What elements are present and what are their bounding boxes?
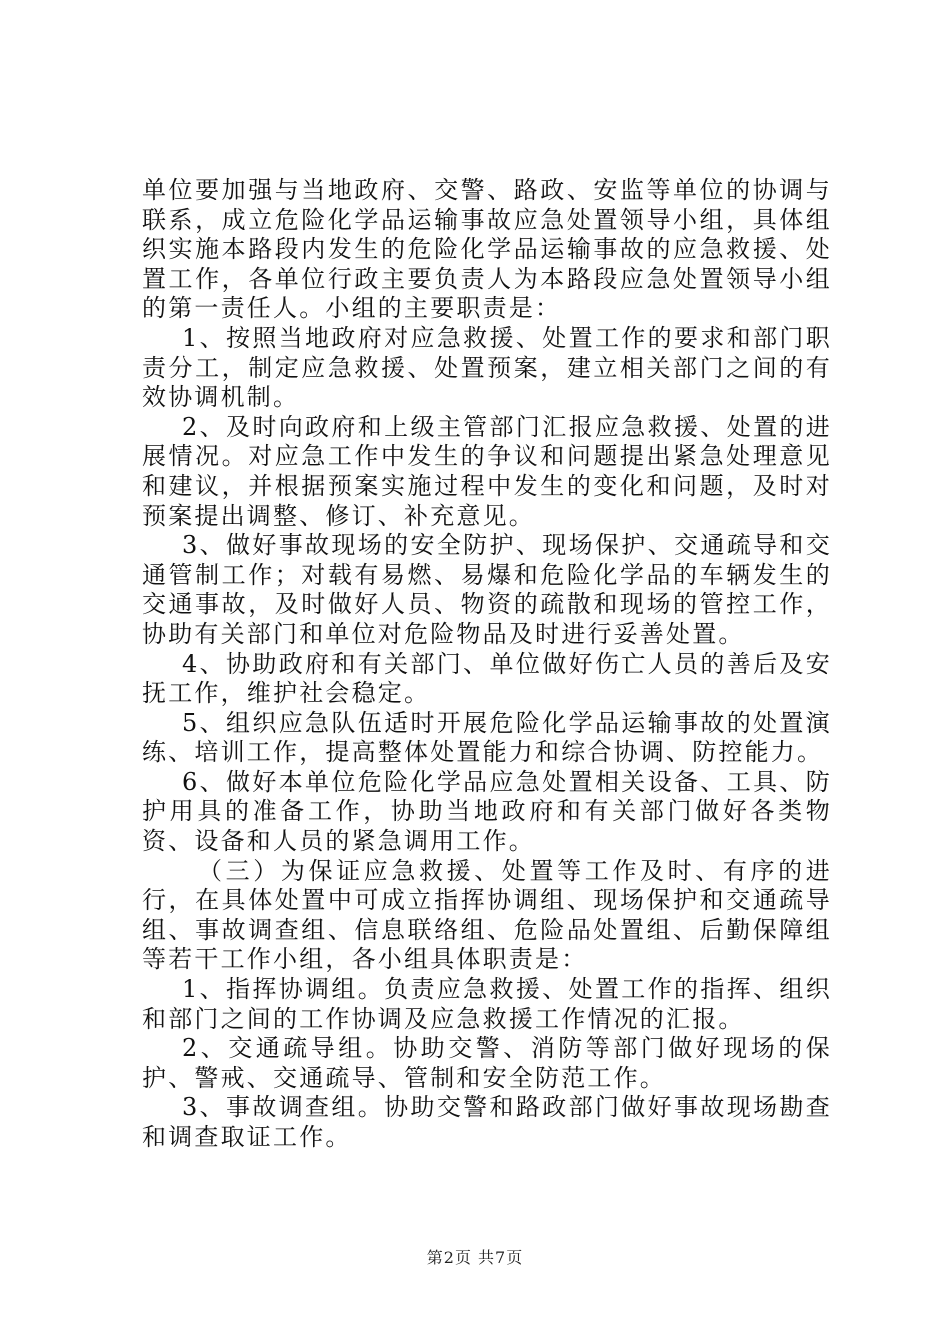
duty-item-2: 2、及时向政府和上级主管部门汇报应急救援、处置的进展情况。对应急工作中发生的争议和问题提出紧急处理意见和建议，并根据预案实施过程中发生的变化和问题，及时对预案提出调整、修订、补充意见。: [142, 412, 832, 530]
section-three-paragraph: （三）为保证应急救援、处置等工作及时、有序的进行，在具体处置中可成立指挥协调组、现场保护和交通疏导组、事故调查组、信息联络组、危险品处置组、后勤保障组等若干工作小组，各小组具体职责是：: [142, 856, 832, 974]
document-body: [142, 176, 832, 1153]
duty-item-6: 6、做好本单位危险化学品应急处置相关设备、工具、防护用具的准备工作，协助当地政府和有关部门做好各类物资、设备和人员的紧急调用工作。: [142, 767, 832, 856]
group-item-1: 1、指挥协调组。负责应急救援、处置工作的指挥、组织和部门之间的工作协调及应急救援工作情况的汇报。: [142, 975, 832, 1033]
duty-item-4: 4、协助政府和有关部门、单位做好伤亡人员的善后及安抚工作，维护社会稳定。: [142, 649, 832, 708]
duty-item-3: 3、做好事故现场的安全防护、现场保护、交通疏导和交通管制工作；对载有易燃、易爆和危险化学品的车辆发生的交通事故，及时做好人员、物资的疏散和现场的管控工作，协助有关部门和单位对危险物品及时进行妥善处置。: [142, 531, 832, 648]
group-item-3: 3、事故调查组。协助交警和路政部门做好事故现场勘查和调查取证工作。: [142, 1093, 832, 1151]
group-item-2: 2、交通疏导组。协助交警、消防等部门做好现场的保护、警戒、交通疏导、管制和安全防范工作。: [142, 1034, 832, 1092]
duty-item-1: 1、按照当地政府对应急救援、处置工作的要求和部门职责分工，制定应急救援、处置预案，建立相关部门之间的有效协调机制。: [142, 323, 832, 412]
paragraph-continuation: 单位要加强与当地政府、交警、路政、安监等单位的协调与联系，成立危险化学品运输事故应急处置领导小组，具体组织实施本路段内发生的危险化学品运输事故的应急救援、处置工作，各单位行政主要负责人为本路段应急处置领导小组的第一责任人。小组的主要职责是：: [142, 176, 832, 323]
page-number-footer: 第2页 共7页: [426, 1248, 524, 1267]
duty-item-5: 5、组织应急队伍适时开展危险化学品运输事故的处置演练、培训工作，提高整体处置能力和综合协调、防控能力。: [142, 708, 832, 767]
